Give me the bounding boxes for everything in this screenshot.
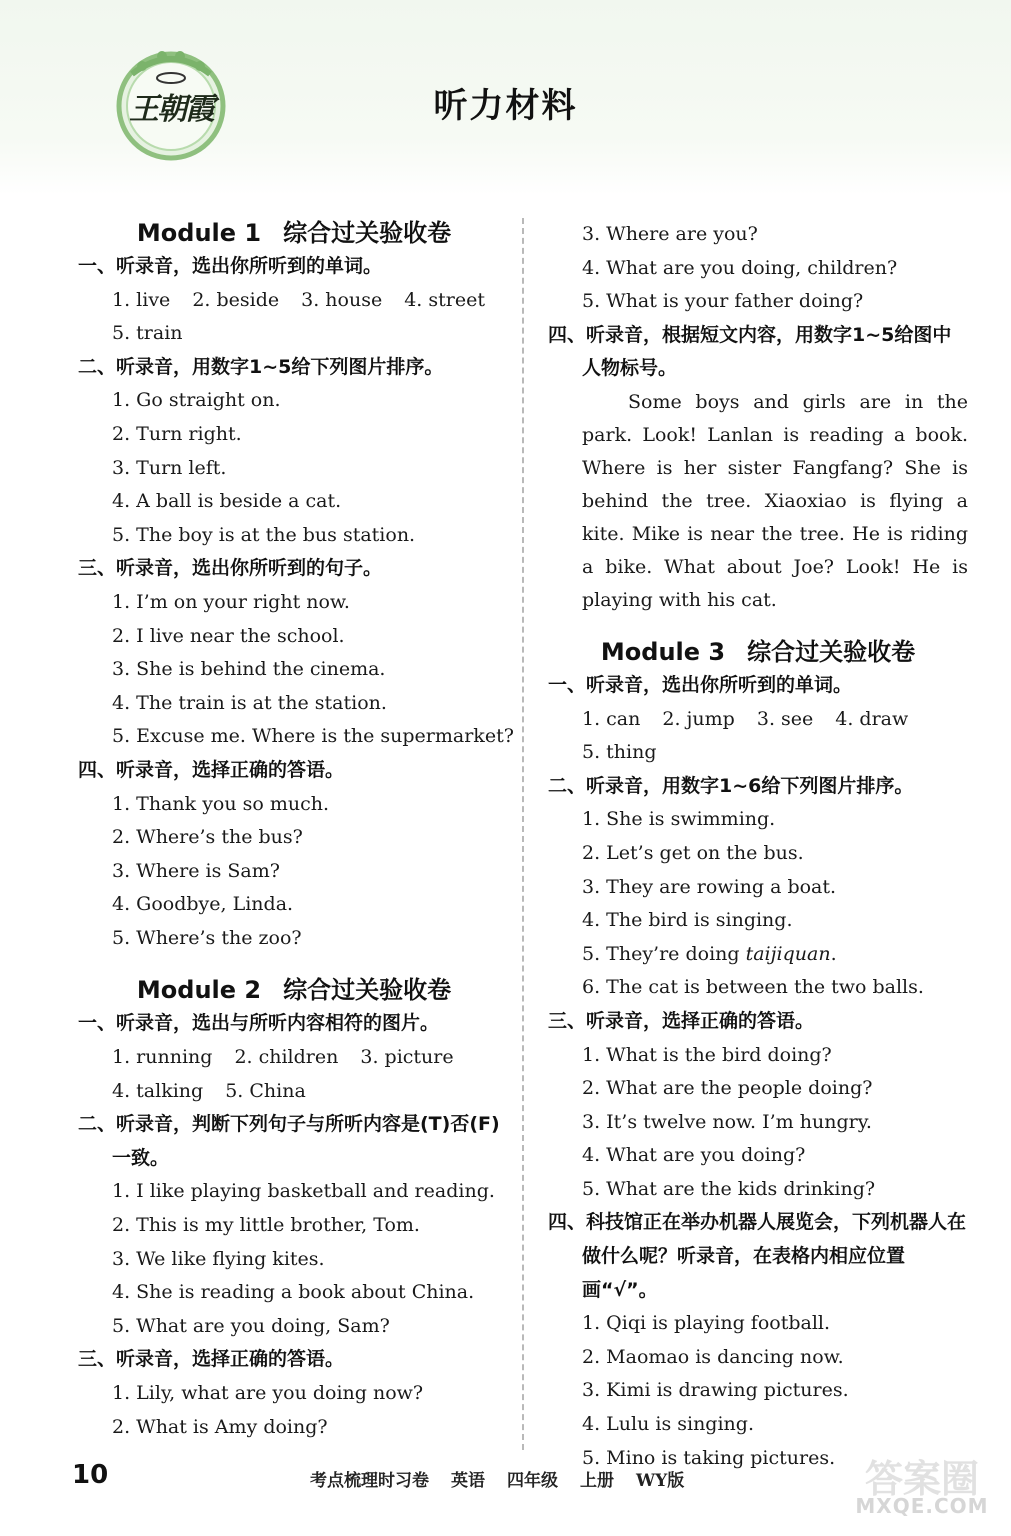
sentence-item: 4. The bird is singing. <box>582 909 793 932</box>
sentence-item: 1. I like playing basketball and reading. <box>112 1180 495 1203</box>
word-row <box>78 1041 510 1075</box>
sentence-item: 1. Thank you so much. <box>112 792 330 815</box>
sentence-item: 1. Lily, what are you doing now? <box>112 1382 424 1404</box>
page-title: 听力材料 <box>433 86 578 126</box>
word-item: 2. children <box>234 1046 339 1069</box>
section-heading: 二、听录音，判断下列句子与所听内容是(T)否(F)一致。 <box>78 1113 500 1169</box>
word-item: 2. beside <box>192 288 280 311</box>
book-volume: 上册 <box>580 1471 614 1491</box>
logo-text: 王朝霞 <box>129 92 213 127</box>
sentence-item: 1. Go straight on. <box>112 389 281 412</box>
word-row <box>78 1075 510 1109</box>
book-edition: WY版 <box>636 1471 685 1491</box>
module-tag: 综合过关验收卷 <box>283 976 452 1005</box>
section-heading: 二、听录音，用数字1~6给下列图片排序。 <box>548 774 914 797</box>
sentence-item: 2. This is my little brother, Tom. <box>112 1214 420 1237</box>
watermark-url: MXQE.COM <box>855 1494 989 1518</box>
word-item: 1. live <box>112 288 171 311</box>
section-heading: 四、科技馆正在举办机器人展览会，下列机器人在做什么呢？听录音，在表格内相应位置画“√”。 <box>548 1211 967 1301</box>
sentence-item: 4. What are you doing? <box>582 1144 806 1167</box>
sentence-item: 4. A ball is beside a cat. <box>112 490 342 513</box>
sentence-item: 5. Where’s the zoo? <box>112 926 302 949</box>
module-1-title <box>78 216 510 250</box>
sentence-item: 2. Let’s get on the bus. <box>582 841 804 864</box>
word-item: 3. see <box>756 707 814 730</box>
book-series: 考点梳理时习卷 <box>310 1471 429 1491</box>
page-number: 10 <box>72 1460 109 1490</box>
section-heading: 三、听录音，选择正确的答语。 <box>78 1348 345 1371</box>
section-heading: 一、听录音，选出与所听内容相符的图片。 <box>78 1012 440 1035</box>
sentence-item: 2. What is Amy doing? <box>112 1415 328 1438</box>
book-info <box>310 1466 706 1491</box>
module-name: Module 1 <box>136 219 262 247</box>
word-item: 5. China <box>225 1079 306 1102</box>
word-item: 4. street <box>404 288 485 311</box>
sentence-prefix: 5. They’re doing <box>582 942 746 965</box>
sentence-item: 5. Excuse me. Where is the supermarket? <box>112 725 514 748</box>
word-item: 4. draw <box>835 707 909 730</box>
watermark-cn: 答案圈 <box>864 1457 979 1501</box>
sentence-item: 2. Where’s the bus? <box>112 826 303 849</box>
sentence-item: 1. I’m on your right now. <box>112 590 350 613</box>
sentence-item: 3. Kimi is drawing pictures. <box>582 1379 849 1402</box>
word-item: 1. can <box>582 707 641 730</box>
word-item: 4. talking <box>112 1079 204 1102</box>
word-row <box>548 703 968 737</box>
word-item: 2. jump <box>662 707 735 730</box>
italic-term: taijiquan <box>745 942 831 965</box>
watermark <box>842 1448 1002 1530</box>
sentence-item: 1. Qiqi is playing football. <box>582 1312 831 1335</box>
section-heading: 二、听录音，用数字1~5给下列图片排序。 <box>78 355 444 378</box>
sentence-item: 1. She is swimming. <box>582 808 776 831</box>
sentence-item: 4. Lulu is singing. <box>582 1413 754 1436</box>
sentence-item: 5. What are you doing, Sam? <box>112 1314 390 1337</box>
module-name: Module 3 <box>600 637 726 666</box>
sentence-item: 6. The cat is between the two balls. <box>582 976 924 999</box>
sentence-item: 2. What are the people doing? <box>582 1077 873 1100</box>
section-heading: 一、听录音，选出你所听到的单词。 <box>78 255 383 277</box>
module-name: Module 2 <box>136 976 262 1005</box>
word-item: 5. thing <box>582 741 657 764</box>
sentence-item <box>548 938 968 972</box>
word-row <box>78 284 510 318</box>
sentence-item: 4. The train is at the station. <box>112 691 387 714</box>
sentence-item: 4. Goodbye, Linda. <box>112 893 294 916</box>
section-heading: 三、听录音，选出你所听到的句子。 <box>78 557 383 580</box>
sentence-item: 5. Mino is taking pictures. <box>582 1446 836 1469</box>
sentence-item: 3. They are rowing a boat. <box>582 875 837 898</box>
sentence-item: 2. I live near the school. <box>112 624 345 647</box>
module-3-title <box>548 635 968 669</box>
book-grade: 四年级 <box>507 1471 558 1491</box>
book-subject: 英语 <box>451 1471 485 1491</box>
left-column <box>78 216 514 1444</box>
sentence-item: 3. It’s twelve now. I’m hungry. <box>582 1110 872 1133</box>
sentence-item: 2. Maomao is dancing now. <box>582 1345 844 1368</box>
word-item: 3. picture <box>360 1046 454 1069</box>
column-divider <box>522 218 524 1450</box>
listening-passage: Some boys and girls are in the park. Look! Lanlan is reading a book. Where is her sister Fangfang? She is behind the tree. Xiaoxiao is flying a kite. Mike is near the tree. He is riding a bike. What about Joe? Look! He is playing with his cat. <box>582 390 968 611</box>
sentence-item: 3. Turn left. <box>112 456 227 479</box>
sentence-item: 1. What is the bird doing? <box>582 1043 832 1066</box>
word-item: 1. running <box>112 1046 213 1069</box>
sentence-suffix: . <box>830 942 837 965</box>
section-heading: 四、听录音，根据短文内容，用数字1~5给图中人物标号。 <box>548 323 952 380</box>
word-item: 3. house <box>301 288 383 311</box>
sentence-item: 5. What are the kids drinking? <box>582 1177 876 1200</box>
sentence-item: 3. She is behind the cinema. <box>112 658 386 681</box>
section-heading: 四、听录音，选择正确的答语。 <box>78 758 345 781</box>
sentence-item: 5. The boy is at the bus station. <box>112 523 416 546</box>
sentence-item: 4. What are you doing, children? <box>582 256 898 279</box>
sentence-item: 3. We like flying kites. <box>112 1247 325 1270</box>
section-heading: 一、听录音，选出你所听到的单词。 <box>548 673 853 696</box>
sentence-item: 2. Turn right. <box>112 422 242 445</box>
sentence-item: 4. She is reading a book about China. <box>112 1281 475 1304</box>
word-item: 5. train <box>112 322 183 345</box>
module-tag: 综合过关验收卷 <box>283 219 452 247</box>
sentence-item: 3. Where are you? <box>582 223 758 245</box>
section-heading: 三、听录音，选择正确的答语。 <box>548 1009 815 1032</box>
sentence-item: 5. What is your father doing? <box>582 290 864 313</box>
right-column <box>548 218 968 1475</box>
module-2-title <box>78 973 510 1007</box>
sentence-item: 3. Where is Sam? <box>112 859 280 882</box>
module-tag: 综合过关验收卷 <box>747 637 916 666</box>
